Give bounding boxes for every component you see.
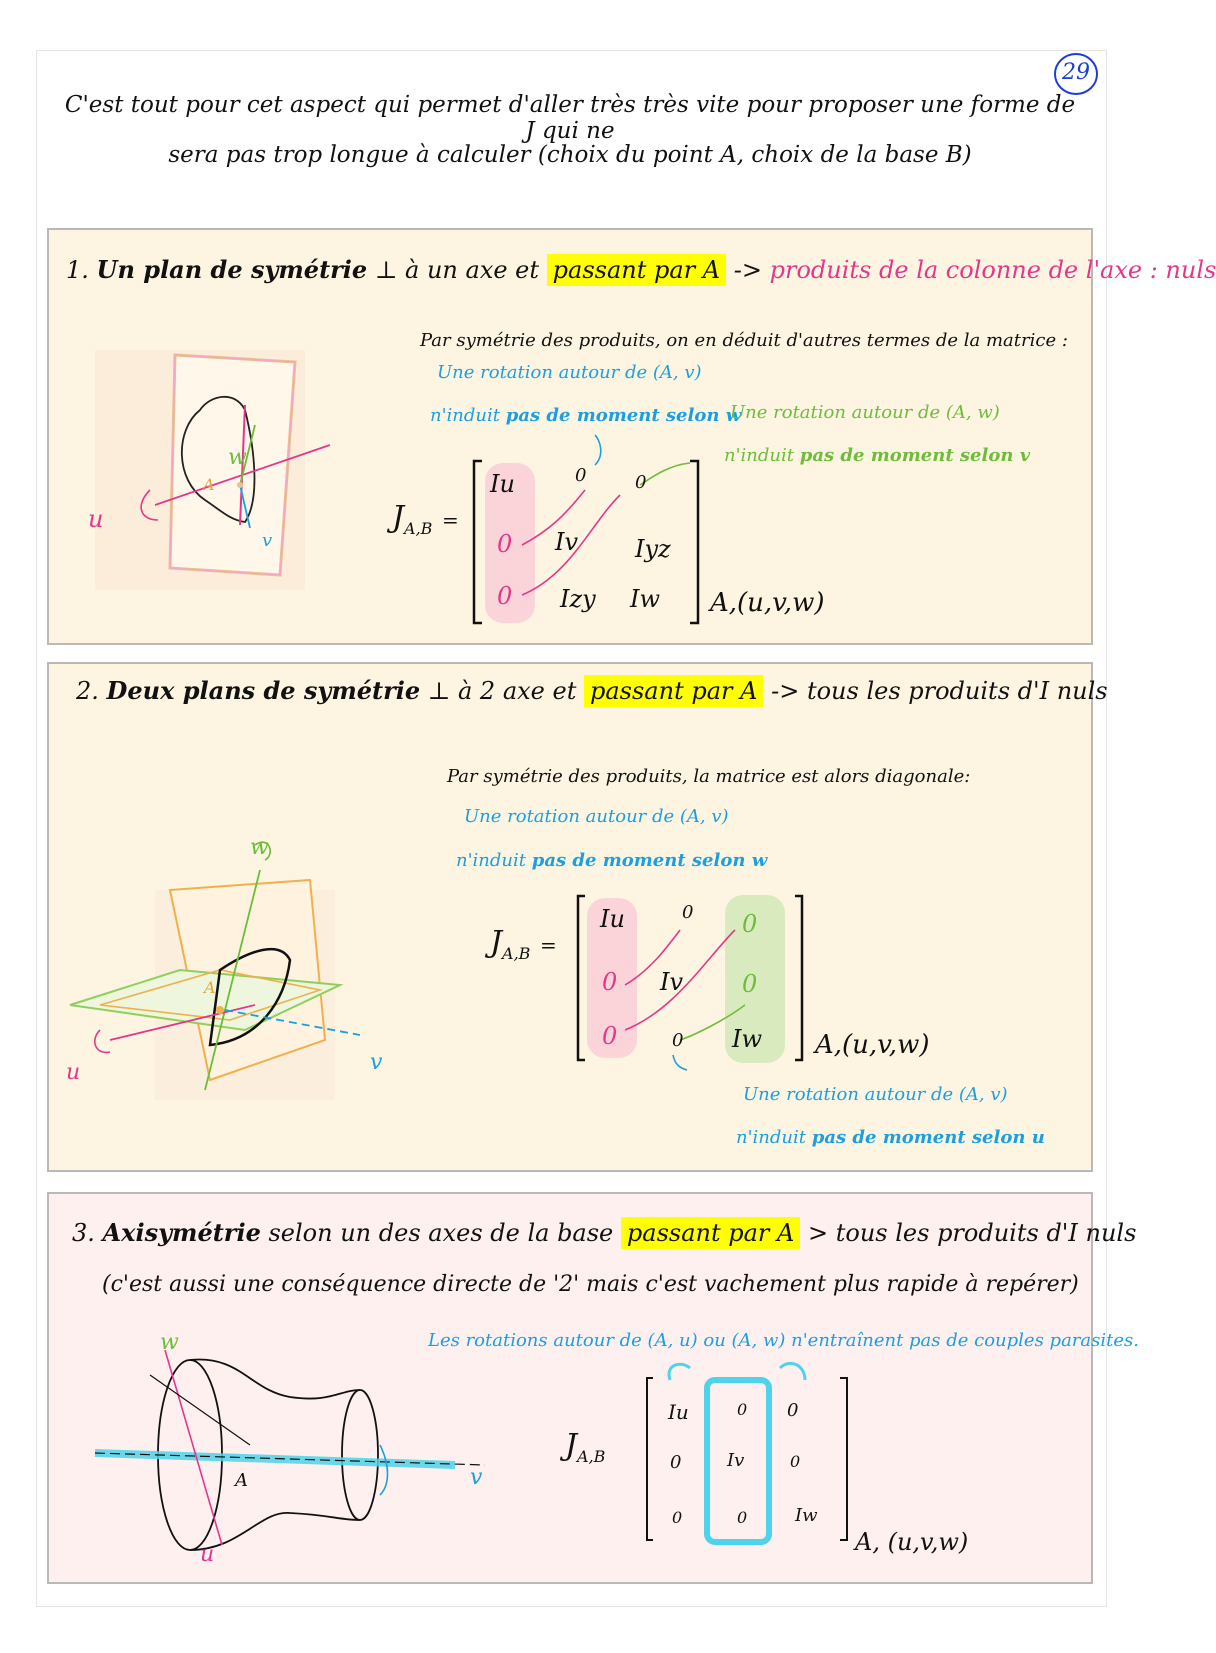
m3-r3c3: Iw: [795, 1505, 818, 1526]
section-1-eq: =: [441, 508, 459, 532]
section-1-note: Par symétrie des produits, on en déduit d'autres termes de la matrice :: [420, 330, 1068, 351]
section-3-basis: A, (u,v,w): [855, 1528, 969, 1556]
section-1-J-sub: A,B: [404, 519, 433, 538]
section-2-result: tous les produits d'I nuls: [806, 677, 1108, 705]
section-2-induit-2-a: n'induit: [736, 1127, 806, 1148]
section-2-J-label: [490, 925, 557, 963]
section-1-fig-w: w: [228, 445, 247, 470]
section-2-title: Deux plans de symétrie: [106, 676, 421, 705]
section-1-induit-2-b: pas de moment selon v: [799, 445, 1031, 466]
m1-r2c1: 0: [497, 530, 513, 558]
section-2-J: J: [490, 925, 503, 960]
section-1-basis: A,(u,v,w): [710, 588, 825, 618]
section-3-number: 3.: [72, 1219, 95, 1247]
section-1-title: Un plan de symétrie: [96, 255, 368, 284]
section-2-basis: A,(u,v,w): [815, 1030, 930, 1060]
section-3-heading: [72, 1218, 1136, 1247]
m1-r3c1: 0: [497, 582, 513, 610]
section-3-fig-v: v: [470, 1465, 483, 1490]
section-3-title: Axisymétrie: [102, 1218, 261, 1247]
m1-r3c3: Iw: [630, 585, 661, 613]
section-1-figure: [80, 350, 350, 600]
section-3-J-label: [565, 1428, 605, 1466]
intro-line-2: sera pas trop longue à calculer (choix du point A, choix de la base B): [168, 142, 972, 168]
m1-r2c2: Iv: [555, 528, 579, 556]
section-3-fig-w: w: [160, 1330, 179, 1355]
section-3-highlight: passant par A: [621, 1217, 800, 1249]
m1-r2c3: Iyz: [635, 535, 671, 563]
m2-r3c3: Iw: [732, 1025, 763, 1053]
section-1-induit-2: [724, 445, 1030, 466]
section-2-arrow: ->: [771, 677, 800, 705]
section-1-result: produits de la colonne de l'axe : nuls: [769, 256, 1216, 284]
m2-r2c1: 0: [602, 968, 618, 996]
m3-r2c3: 0: [790, 1452, 801, 1471]
m3-r1c1: Iu: [668, 1400, 689, 1424]
section-1-heading: [66, 255, 1216, 284]
section-3-result: tous les produits d'I nuls: [835, 1219, 1137, 1247]
m3-r3c2: 0: [737, 1508, 748, 1527]
section-1-induit-1: [430, 405, 741, 426]
section-2-rot-1: Une rotation autour de (A, v): [464, 806, 729, 827]
section-2-fig-u: u: [66, 1060, 81, 1085]
section-2-induit-1-b: pas de moment selon w: [531, 850, 768, 871]
section-2-fig-w: w: [250, 835, 269, 860]
section-2-fig-v: v: [370, 1050, 383, 1075]
m3-r2c2: Iv: [727, 1450, 745, 1471]
section-3-line-2: (c'est aussi une conséquence directe de '2' mais c'est vachement plus rapide à repérer): [102, 1272, 1079, 1297]
m2-r1c3: 0: [742, 910, 758, 938]
section-2-eq: =: [539, 933, 557, 957]
section-3-note: Les rotations autour de (A, u) ou (A, w) n'entraînent pas de couples parasites.: [428, 1330, 1139, 1351]
m1-r1c2: 0: [575, 465, 587, 486]
section-2-induit-1-a: n'induit: [456, 850, 526, 871]
m1-r1c3: 0: [635, 472, 647, 493]
section-2-induit-2-b: pas de moment selon u: [811, 1127, 1045, 1148]
section-2-induit-2: [736, 1127, 1045, 1148]
m1-r1c1: Iu: [490, 470, 515, 498]
section-1-highlight: passant par A: [547, 254, 726, 286]
section-1-rot-2: Une rotation autour de (A, w): [730, 402, 1000, 423]
section-3-figure: [90, 1335, 510, 1575]
intro-line-1: C'est tout pour cet aspect qui permet d'aller très très vite pour proposer une forme de J qui ne: [64, 92, 1076, 144]
section-3-arrow: >: [808, 1219, 829, 1247]
m2-r3c2: 0: [672, 1030, 684, 1051]
section-2-highlight: passant par A: [584, 675, 763, 707]
section-1-fig-A: A: [203, 475, 215, 494]
section-1-arrow: ->: [733, 256, 762, 284]
m2-r1c1: Iu: [600, 905, 625, 933]
m2-r3c1: 0: [602, 1022, 618, 1050]
section-3-J: J: [565, 1428, 578, 1463]
section-2-title-cont: ⊥ à 2 axe et: [427, 677, 577, 705]
section-2-note: Par symétrie des produits, la matrice est alors diagonale:: [447, 766, 971, 787]
section-2-fig-A: A: [204, 978, 216, 997]
m3-r1c2: 0: [737, 1400, 748, 1419]
section-2-number: 2.: [76, 677, 99, 705]
section-2-figure: [60, 830, 390, 1110]
m2-r1c2: 0: [682, 902, 694, 923]
section-3-fig-u: u: [200, 1542, 215, 1567]
section-2-J-sub: A,B: [502, 944, 531, 963]
section-2-heading: [76, 676, 1108, 705]
m2-r2c3: 0: [742, 970, 758, 998]
section-3-J-sub: A,B: [577, 1447, 606, 1466]
m1-r3c2: Izy: [560, 585, 596, 613]
section-1-fig-u: u: [88, 505, 104, 533]
m2-r2c2: Iv: [660, 968, 684, 996]
section-1-J-label: [392, 500, 459, 538]
section-1-rot-1: Une rotation autour de (A, v): [437, 362, 702, 383]
page-number: 29: [1062, 60, 1090, 85]
section-1-induit-2-a: n'induit: [724, 445, 794, 466]
m3-r2c1: 0: [670, 1452, 682, 1473]
section-1-title-cont: ⊥ à un axe et: [374, 256, 540, 284]
m3-r1c3: 0: [787, 1400, 799, 1421]
section-2-rot-2: Une rotation autour de (A, v): [743, 1084, 1008, 1105]
m3-r3c1: 0: [672, 1508, 683, 1527]
section-1-induit-1-b: pas de moment selon w: [505, 405, 742, 426]
section-1-J: J: [392, 500, 405, 535]
section-1-induit-1-a: n'induit: [430, 405, 500, 426]
section-1-fig-v: v: [262, 530, 273, 551]
section-3-title-cont: selon un des axes de la base: [268, 1219, 614, 1247]
section-2-induit-1: [456, 850, 767, 871]
section-3-fig-A: A: [235, 1470, 248, 1491]
section-1-number: 1.: [66, 256, 89, 284]
